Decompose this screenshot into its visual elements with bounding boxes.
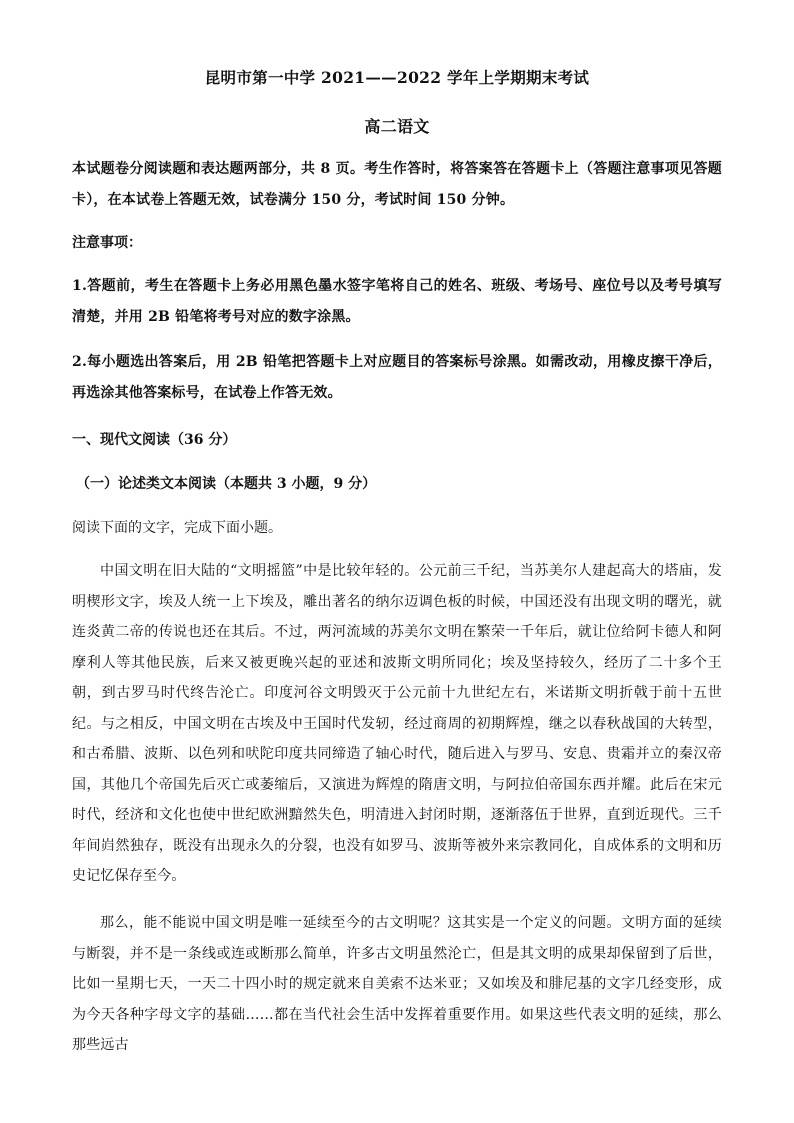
note-item-1: 1.答题前，考生在答题卡上务必用黑色墨水签字笔将自己的姓名、班级、考场号、座位号以及考号填写清楚，并用 2B 铅笔将考号对应的数字涂黑。 [72, 278, 722, 325]
reading-paragraph-2: 那么，能不能说中国文明是唯一延续至今的古文明呢？这其实是一个定义的问题。文明方面的延续与断裂，并不是一条线或连或断那么简单，许多古文明虽然沦亡，但是其文明的成果却保留到了后世，比如一星期七天，一天二十四小时的规定就来自美索不达米亚；又如埃及和腓尼基的文字几经变形，成为今天各种字母文字的基础……都在当代社会生活中发挥着重要作用。如果这些代表文明的延续，那么那些远古 [72, 915, 722, 1053]
exam-intro: 本试题卷分阅读题和表达题两部分，共 8 页。考生作答时，将答案答在答题卡上（答题注意事项见答题卡），在本试卷上答题无效，试卷满分 150 分，考试时间 150 分钟。 [72, 161, 722, 208]
reading-paragraph-1: 中国文明在旧大陆的“文明摇篮”中是比较年轻的。公元前三千纪，当苏美尔人建起高大的塔庙，发明楔形文字，埃及人统一上下埃及，雕出著名的纳尔迈调色板的时候，中国还没有出现文明的曙光，就连炎黄二帝的传说也还在其后。不过，两河流域的苏美尔文明在繁荣一千年后，就让位给阿卡德人和阿摩利人等其他民族，后来又被更晚兴起的亚述和波斯文明所同化；埃及坚持较久，经历了二十多个王朝，到古罗马时代终告沦亡。印度河谷文明毁灭于公元前十九世纪左右，米诺斯文明折戟于前十五世纪。与之相反，中国文明在古埃及中王国时代发轫，经过商周的初期辉煌，继之以春秋战国的大转型，和古希腊、波斯、以色列和吠陀印度共同缔造了轴心时代，随后进入与罗马、安息、贵霜并立的秦汉帝国，其他几个帝国先后灭亡或萎缩后，又演进为辉煌的隋唐文明，与阿拉伯帝国东西并耀。此后在宋元时代，经济和文化也使中世纪欧洲黯然失色，明清进入封闭时期，逐渐落伍于世界，直到近现代。三千年间岿然独存，既没有出现永久的分裂，也没有如罗马、波斯等被外来宗教同化，自成体系的文明和历史记忆保存至今。 [72, 563, 722, 884]
exam-title: 昆明市第一中学 2021——2022 学年上学期期末考试 [204, 68, 590, 87]
reading-instruction: 阅读下面的文字，完成下面小题。 [72, 520, 282, 536]
sub-section-heading: （一）论述类文本阅读（本题共 3 小题，9 分） [76, 476, 377, 492]
note-item-2: 2.每小题选出答案后，用 2B 铅笔把答题卡上对应题目的答案标号涂黑。如需改动，用橡皮擦干净后，再选涂其他答案标号，在试卷上作答无效。 [72, 354, 722, 401]
section-heading: 一、现代文阅读（36 分） [72, 432, 237, 448]
subject-title: 高二语文 [364, 117, 430, 136]
notes-heading: 注意事项： [72, 235, 142, 251]
